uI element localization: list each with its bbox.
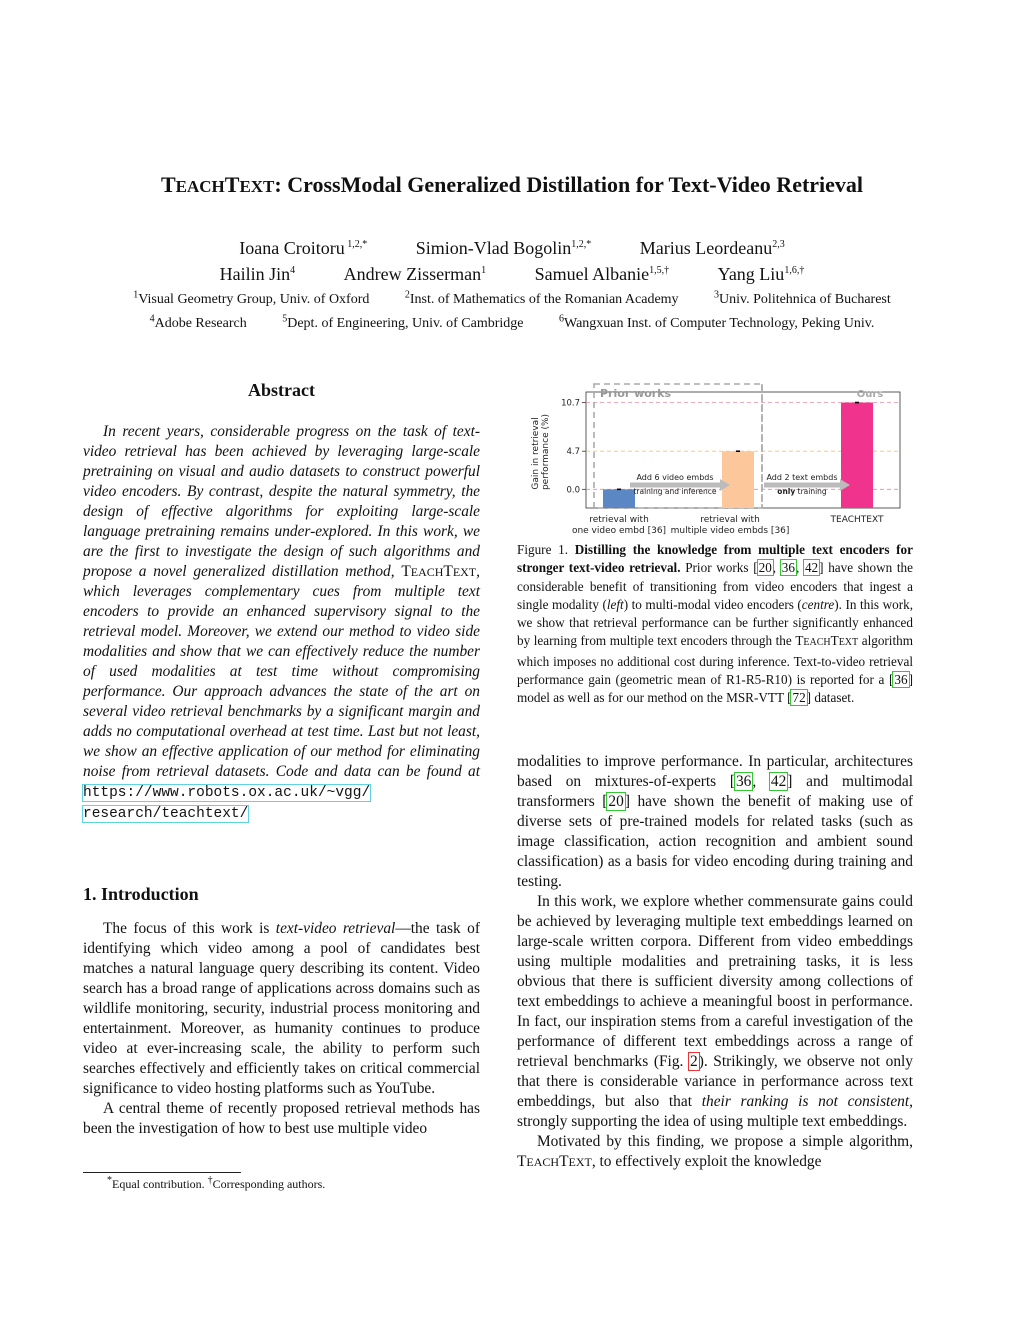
section-heading-introduction: 1. Introduction	[83, 884, 199, 904]
svg-text:training and inference: training and inference	[633, 487, 717, 496]
citation-link[interactable]: 42	[804, 560, 819, 576]
affiliation: $^1$Visual Geometry Group, Univ. of Oxford	[133, 289, 370, 307]
abstract-heading: Abstract	[248, 380, 315, 400]
figure-1-chart	[530, 380, 910, 540]
bar	[841, 403, 873, 508]
abstract-body: In recent years, considerable progress on the task of text-video retrieval has been achieved by leveraging large-scale pretraining on visual and audio datasets to construct powerful video encoders. By contrast, despite the natural symmetry, the design of effective algorithms for exploiting large-scale language pretraining remains under-explored. In this work, we are the first to investigate the design of such algorithms and propose a novel generalized distillation method, TEACHTEXT, which leverages complementary cues from multiple text encoders to provide an enhanced supervisory signal to the retrieval model. Moreover, we extend our method to video side modalities and show that we can effectively reduce the number of used modalities at test time without compromising performance. Our approach advances the state of the art on several video retrieval benchmarks by a significant margin and adds no computational overhead at test time. Last but not least, we show an effective application of our method for eliminating noise from retrieval datasets. Code and data can be found at https://www.robots.ox.ac.uk/~vgg/ research/teachtext/	[83, 423, 480, 822]
author: Hailin Jin$^4$	[219, 264, 296, 284]
author: Andrew Zisserman$^1$	[343, 264, 487, 284]
citation-link[interactable]: 36	[781, 560, 795, 576]
citation-link[interactable]: 20	[758, 560, 772, 576]
svg-text:Add 6 video embds: Add 6 video embds	[636, 473, 714, 482]
author: Ioana Croitoru $^{1,2,*}$	[239, 238, 368, 258]
y-tick-label: 0.0	[566, 485, 580, 496]
author: Yang Liu$^{1,6,\dagger}$	[717, 264, 805, 284]
figure-ref-link[interactable]: 2	[689, 1053, 698, 1070]
affiliation: $^3$Univ. Politehnica of Bucharest	[714, 289, 891, 307]
affiliations-row-2	[0, 313, 1024, 332]
x-tick-label: retrieval with	[700, 515, 760, 525]
author-list-row-1	[0, 238, 1024, 259]
arrow-add-video-embds	[630, 473, 730, 496]
project-url-link[interactable]: https://www.robots.ox.ac.uk/~vgg/ research/teachtext/	[83, 785, 371, 822]
paper-title: TEACHTEXT: CrossModal Generalized Distillation for Text-Video Retrieval	[160, 172, 864, 197]
svg-text:Add 2 text embds: Add 2 text embds	[766, 473, 838, 482]
footnote: *Equal contribution. †Corresponding authors.	[107, 1175, 326, 1191]
citation-link[interactable]: 36	[894, 672, 908, 688]
citation-link[interactable]: 36	[735, 773, 752, 790]
prior-works-label: Prior works	[600, 387, 672, 400]
affiliation: $^5$Dept. of Engineering, Univ. of Cambridge	[282, 313, 524, 331]
method-name: TEACHTEXT	[401, 563, 477, 580]
y-tick-label: 4.7	[566, 447, 580, 458]
x-tick-label: multiple video embds [36]	[670, 526, 790, 536]
citation-link[interactable]: 72	[792, 690, 806, 706]
x-tick-label: TEACHTEXT	[830, 515, 884, 525]
y-tick-label: 10.7	[561, 398, 580, 409]
x-tick-label: one video embd [36]	[571, 526, 667, 536]
svg-text:only training: only training	[777, 487, 827, 496]
citation-link[interactable]: 20	[608, 793, 624, 810]
author: Marius Leordeanu$^{2,3}$	[639, 238, 785, 258]
bar	[603, 489, 635, 508]
y-axis-label: Gain in retrieval performance (%)	[531, 413, 551, 491]
right-column-body: modalities to improve performance. In particular, architectures based on mixtures-of-experts [36, 42] and multimodal transformers [20] have shown the benefit of making use of diverse sets of pre-trained models for related tasks (such as image classification, action recognition and ambient sound classification) as a basis for video encoding during training and testing. In this work, we explore whether commensurate gains could be achieved by leveraging multiple text embeddings learned on large-scale written corpora. Different from video embeddings using multiple modalities and pretraining tasks, it is less obvious that there is sufficient diversity among collections of text embeddings to achieve a meaningful boost in performance. In fact, our inspiration stems from a careful investigation of the performance of different text embeddings across a range of retrieval benchmarks (Fig. 2). Strikingly, we observe not only that there is considerable variance in performance across text embeddings, but also that their ranking is not consistent, strongly supporting the idea of using multiple text embeddings. Motivated by this finding, we propose a simple algorithm, TEACHTEXT, to effectively exploit the knowledge	[517, 753, 913, 1170]
affiliations-row-1	[0, 289, 1024, 308]
bar	[722, 451, 754, 508]
ours-label: Ours	[856, 389, 884, 400]
author: Simion-Vlad Bogolin$^{1,2,*}$	[415, 238, 592, 258]
author-list-row-2	[0, 264, 1024, 285]
arrow-add-text-embds	[764, 473, 850, 496]
x-tick-label: retrieval with	[589, 515, 649, 525]
affiliation: $^6$Wangxuan Inst. of Computer Technology, Peking Univ.	[559, 313, 875, 331]
affiliation: $^4$Adobe Research	[149, 313, 247, 331]
affiliation: $^2$Inst. of Mathematics of the Romanian Academy	[404, 289, 679, 307]
intro-body: The focus of this work is text-video retrieval—the task of identifying which video among a pool of candidates best matches a natural language query describing its content. Video search has a broad range of applications across domains such as wildlife monitoring, security, industrial process monitoring and entertainment. Moreover, as humanity continues to produce video at ever-increasing scale, the ability to perform such searches effectively and efficiently takes on critical commercial significance to video hosting platforms such as YouTube. A central theme of recently proposed retrieval methods has been the investigation of how to best use multiple video	[83, 920, 480, 1137]
author: Samuel Albanie$^{1,5,\dagger}$	[534, 264, 670, 284]
figure-1-caption: Figure 1. Distilling the knowledge from multiple text encoders for stronger text-video retrieval. Prior works [20, 36, 42] have shown the considerable benefit of transitioning from video encoders that ingest a single modality (left) to multi-modal video encoders (centre). In this work, we show that retrieval performance can be further significantly enhanced by learning from multiple text encoders through the TEACHTEXT algorithm which imposes no additional cost during inference. Text-to-video retrieval performance gain (geometric mean of R1-R5-R10) is reported for a [36] model as well as for our method on the MSR-VTT [72] dataset.	[517, 542, 914, 706]
citation-link[interactable]: 42	[770, 773, 787, 790]
footnote-rule	[83, 1172, 241, 1173]
